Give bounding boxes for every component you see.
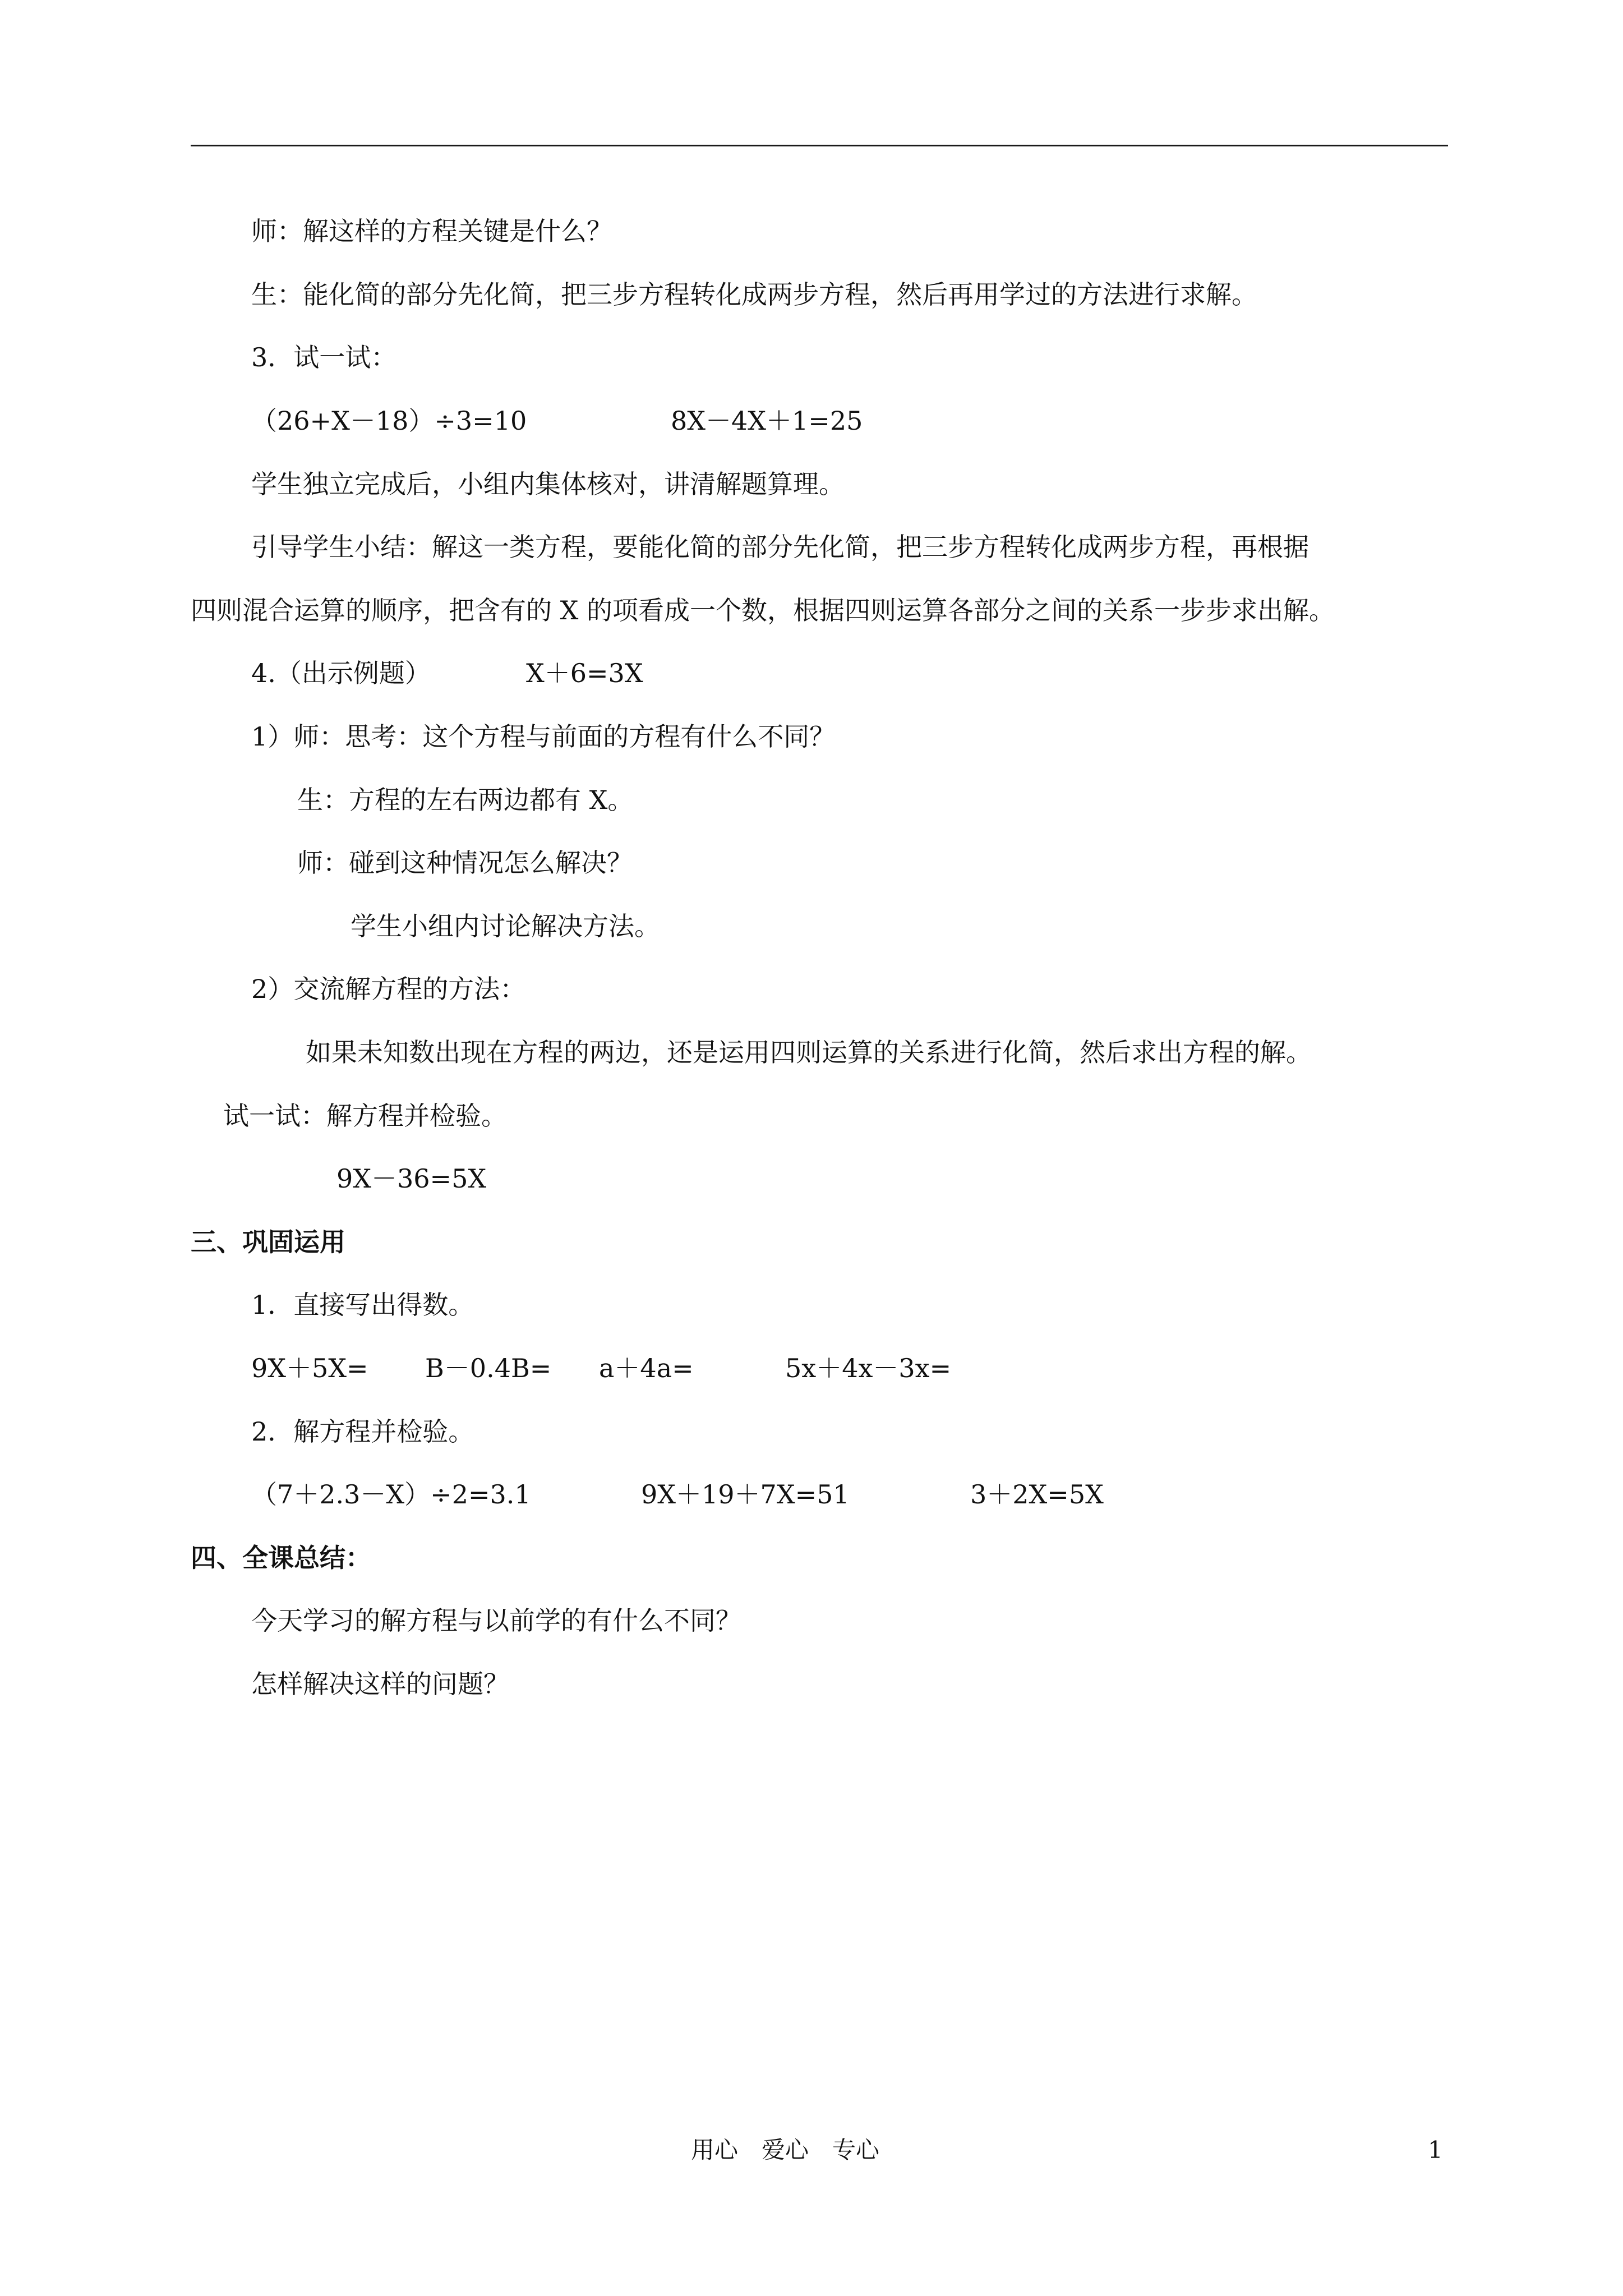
- section-heading-3: 三、巩固运用: [191, 1227, 345, 1257]
- exercise-item: 9X＋19＋7X=51: [641, 1479, 850, 1510]
- try-heading: 3．试一试：: [251, 342, 397, 372]
- equation-1: （26+X－18）÷3=10: [251, 406, 527, 436]
- exercise-item: 9X＋5X=: [251, 1353, 368, 1383]
- equation-3: 9X－36=5X: [336, 1163, 487, 1194]
- exercise-1-heading: 1．直接写出得数。: [251, 1290, 474, 1320]
- teacher-question: 师：解这样的方程关键是什么？: [251, 216, 612, 246]
- student-reply: 生：方程的左右两边都有 X。: [297, 785, 634, 815]
- exercise-item: a＋4a=: [599, 1353, 694, 1383]
- group-discussion: 学生小组内讨论解决方法。: [351, 911, 660, 941]
- section-heading-4: 四、全课总结：: [191, 1543, 371, 1573]
- try-solve: 试一试：解方程并检验。: [223, 1101, 507, 1131]
- student-answer: 生：能化简的部分先化简，把三步方程转化成两步方程，然后再用学过的方法进行求解。: [251, 279, 1257, 310]
- paragraph: 学生独立完成后，小组内集体核对，讲清解题算理。: [251, 469, 845, 499]
- think-question: 1）师：思考：这个方程与前面的方程有什么不同？: [251, 721, 836, 752]
- example-equation: X＋6=3X: [526, 658, 643, 688]
- exercise-item: 3＋2X=5X: [970, 1479, 1104, 1510]
- footer-motto: 用心 爱心 专心: [691, 2136, 880, 2164]
- exercise-item: B－0.4B=: [425, 1353, 552, 1383]
- method-description: 如果未知数出现在方程的两边，还是运用四则运算的关系进行化简，然后求出方程的解。: [306, 1037, 1312, 1068]
- page-number: 1: [1428, 2136, 1443, 2164]
- equation-2: 8X－4X＋1=25: [671, 406, 863, 436]
- summary-line-1: 引导学生小结：解这一类方程，要能化简的部分先化简，把三步方程转化成两步方程，再根据: [251, 532, 1309, 562]
- summary-question-2: 怎样解决这样的问题？: [251, 1669, 509, 1699]
- exercise-item: （7＋2.3－X）÷2=3.1: [251, 1479, 531, 1510]
- header-rule: [191, 145, 1448, 146]
- exchange-method: 2）交流解方程的方法：: [251, 974, 526, 1004]
- exercise-2-heading: 2．解方程并检验。: [251, 1416, 474, 1447]
- summary-line-2: 四则混合运算的顺序，把含有的 X 的项看成一个数，根据四则运算各部分之间的关系一步步求出解。: [191, 595, 1335, 625]
- teacher-question-2: 师：碰到这种情况怎么解决？: [297, 848, 633, 878]
- summary-question-1: 今天学习的解方程与以前学的有什么不同？: [251, 1605, 741, 1636]
- example-label: 4.（出示例题）: [251, 658, 431, 688]
- exercise-item: 5x＋4x－3x=: [785, 1353, 952, 1383]
